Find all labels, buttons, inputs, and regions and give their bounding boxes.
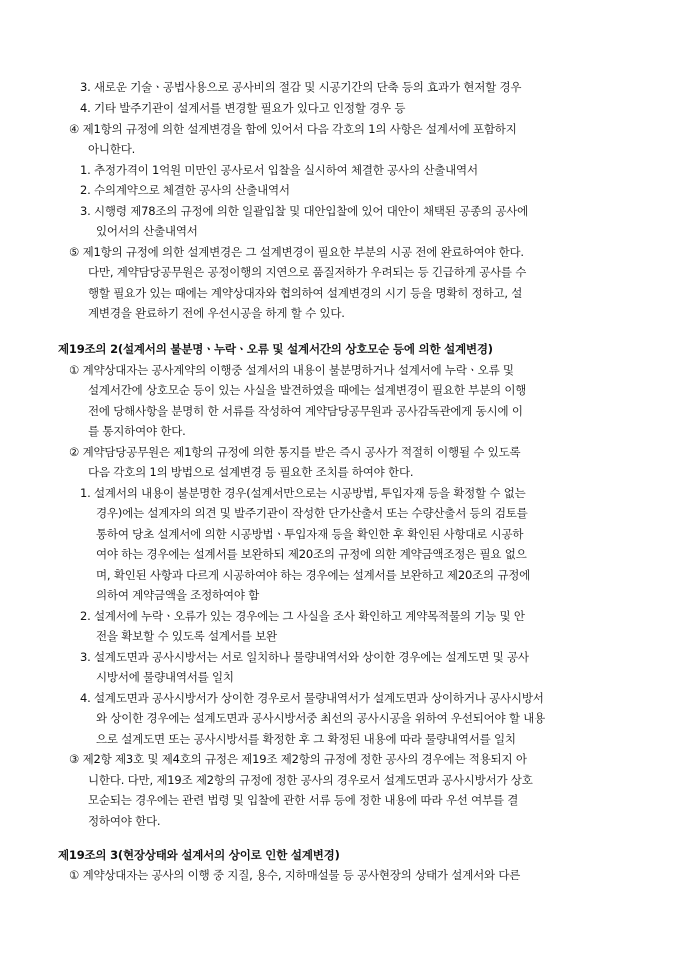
item-3b-line-2: 있어서의 산출내역서 (96, 224, 198, 238)
a19-2-i2-line-1: 2. 설계서에 누락ㆍ오류가 있는 경우에는 그 사실을 조사 확인하고 계약목적물의 기능 및 안 (80, 609, 525, 623)
a19-2-p3-line-3: 모순되는 경우에는 관련 법령 및 입찰에 관한 서류 등에 정한 내용에 따라 우선 여부를 결 (88, 793, 519, 807)
a19-2-i2-line-2: 전을 확보할 수 있도록 설계서를 보완 (96, 629, 277, 643)
a19-2-p2-line-1: ② 계약담당공무원은 제1항의 규정에 의한 통지를 받은 즉시 공사가 적절히 이행될 수 있도록 (69, 445, 521, 459)
a19-2-i4-line-3: 으로 설계도면 또는 공사시방서를 확정한 후 그 확정된 내용에 따라 물량내역서를 일치 (96, 732, 516, 746)
a19-2-p1-line-4: 를 통지하여야 한다. (88, 424, 186, 438)
item-4-line-1: 4. 기타 발주기관이 설계서를 변경할 필요가 있다고 인정할 경우 등 (80, 101, 406, 115)
a19-2-p2-line-2: 다음 각호의 1의 방법으로 설계변경 등 필요한 조치를 하여야 한다. (88, 465, 414, 479)
a19-2-i1-line-5: 며, 확인된 사항과 다르게 시공하여야 하는 경우에는 설계서를 보완하고 제20조의 규정에 (96, 568, 531, 582)
a19-3-p1-line-1: ① 계약상대자는 공사의 이행 중 지질, 용수, 지하매설물 등 공사현장의 상태가 설계서와 다른 (69, 868, 521, 882)
a19-2-i3-line-1: 3. 설계도면과 공사시방서는 서로 일치하나 물량내역서와 상이한 경우에는 설계도면 및 공사 (80, 650, 529, 664)
a19-2-i4-line-2: 와 상이한 경우에는 설계도면과 공사시방서중 최선의 공사시공을 위하여 우선되어야 할 내용 (96, 711, 546, 725)
a19-2-i1-line-2: 경우)에는 설계자의 의견 및 발주기관이 작성한 단가산출서 또는 수량산출서 등의 검토를 (96, 506, 528, 520)
a19-2-i1-line-6: 의하여 계약금액을 조정하여야 함 (96, 588, 260, 602)
a19-2-i1-line-3: 통하여 당초 설계서에 의한 시공방법ㆍ투입자재 등을 확인한 후 확인된 사항대로 시공하 (96, 527, 524, 541)
paragraph-4-line-2: 아니한다. (88, 142, 136, 156)
a19-2-p3-line-1: ③ 제2항 제3호 및 제4호의 규정은 제19조 제2항의 규정에 정한 공사의 경우에는 적용되지 아 (69, 752, 527, 766)
a19-2-i1-line-4: 여야 하는 경우에는 설계서를 보완하되 제20조의 규정에 의한 계약금액조정은 필요 없으 (96, 547, 527, 561)
a19-2-i3-line-2: 시방서에 물량내역서를 일치 (96, 670, 234, 684)
paragraph-5-line-4: 계변경을 완료하기 전에 우선시공을 하게 할 수 있다. (88, 306, 345, 320)
paragraph-4-line-1: ④ 제1항의 규정에 의한 설계변경을 함에 있어서 다음 각호의 1의 사항은 설계서에 포함하지 (69, 122, 517, 136)
article-19-2-heading: 제19조의 2(설계서의 불분명ㆍ누락ㆍ오류 및 설계서간의 상호모순 등에 의한 설계변경) (58, 342, 493, 356)
item-3b-line-1: 3. 시행령 제78조의 규정에 의한 일괄입찰 및 대안입찰에 있어 대안이 채택된 공종의 공사에 (80, 204, 529, 218)
a19-2-i1-line-1: 1. 설계서의 내용이 불분명한 경우(설계서만으로는 시공방법, 투입자재 등을 확정할 수 없는 (80, 486, 526, 500)
article-19-3-heading: 제19조의 3(현장상태와 설계서의 상이로 인한 설계변경) (58, 848, 340, 862)
item-2-line-1: 2. 수의계약으로 체결한 공사의 산출내역서 (80, 183, 290, 197)
item-1-line-1: 1. 추정가격이 1억원 미만인 공사로서 입찰을 실시하여 체결한 공사의 산출내역서 (80, 163, 478, 177)
paragraph-5-line-1: ⑤ 제1항의 규정에 의한 설계변경은 그 설계변경이 필요한 부분의 시공 전에 완료하여야 한다. (69, 245, 524, 259)
paragraph-5-line-3: 행할 필요가 있는 때에는 계약상대자와 협의하여 설계변경의 시기 등을 명확히 정하고, 설 (88, 286, 523, 300)
a19-2-p3-line-2: 니한다. 다만, 제19조 제2항의 규정에 정한 공사의 경우로서 설계도면과 공사시방서가 상호 (88, 773, 533, 787)
a19-2-p1-line-3: 전에 당해사항을 분명히 한 서류를 작성하여 계약담당공무원과 공사감독관에게 동시에 이 (88, 404, 523, 418)
item-3-line-1: 3. 새로운 기술ㆍ공법사용으로 공사비의 절감 및 시공기간의 단축 등의 효과가 현저할 경우 (80, 80, 522, 94)
a19-2-p1-line-2: 설계서간에 상호모순 등이 있는 사실을 발견하였을 때에는 설계변경이 필요한 부분의 이행 (88, 383, 527, 397)
a19-2-i4-line-1: 4. 설계도면과 공사시방서가 상이한 경우로서 물량내역서가 설계도면과 상이하거나 공사시방서 (80, 691, 544, 705)
paragraph-5-line-2: 다만, 계약담당공무원은 공정이행의 지연으로 품질저하가 우려되는 등 긴급하게 공사를 수 (88, 265, 527, 279)
a19-2-p1-line-1: ① 계약상대자는 공사계약의 이행중 설계서의 내용이 불분명하거나 설계서에 누락ㆍ오류 및 (69, 363, 514, 377)
a19-2-p3-line-4: 정하여야 한다. (88, 814, 161, 828)
